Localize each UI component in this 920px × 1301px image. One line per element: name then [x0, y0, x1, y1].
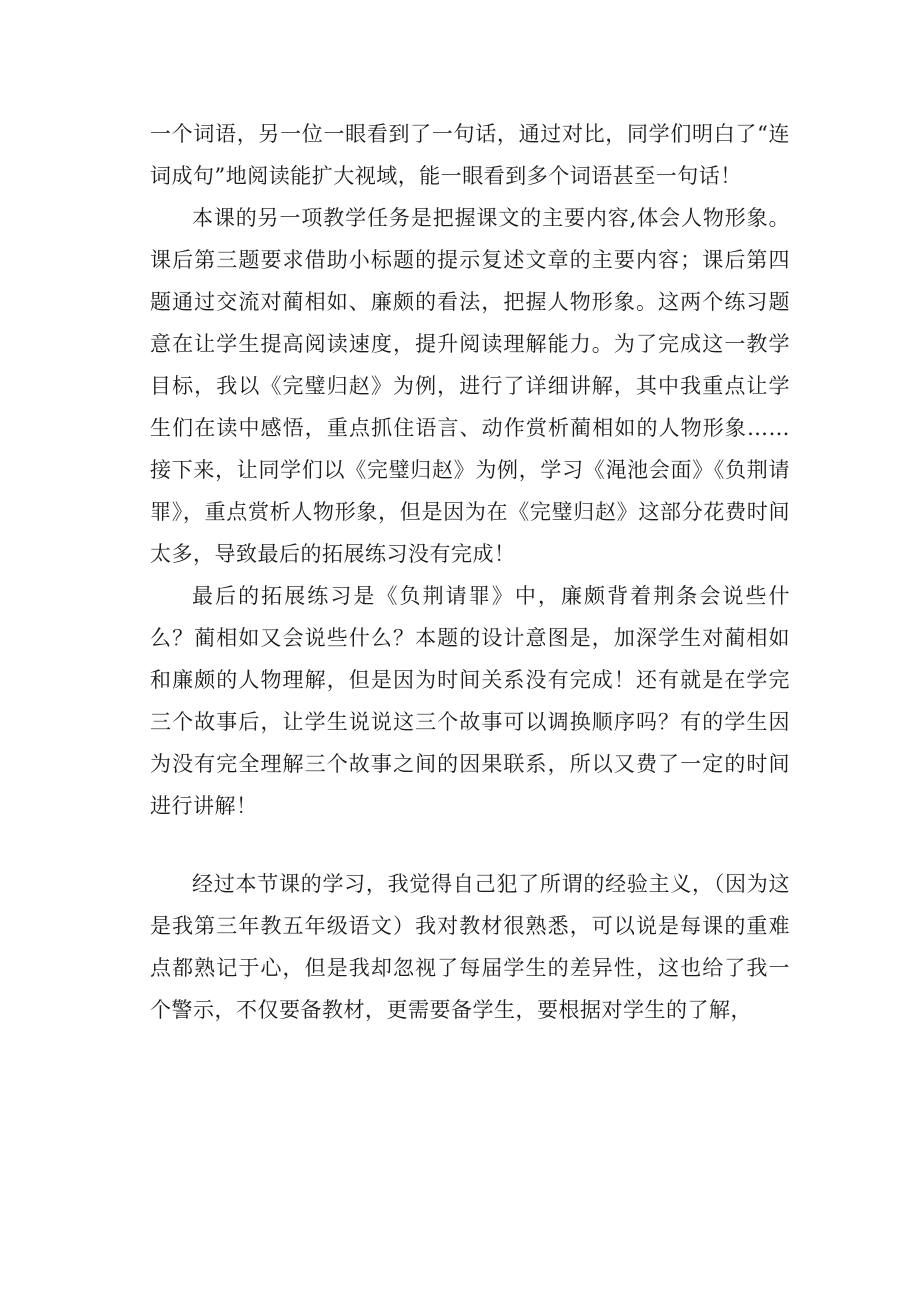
paragraph-3: 最后的拓展练习是《负荆请罪》中，廉颇背着荆条会说些什么？蔺相如又会说些什么？本题的设计意图是，加深学生对蔺相如和廉颇的人物理解，但是因为时间关系没有完成！还有就是在学完三个故事后，让学生说说这三个故事可以调换顺序吗？有的学生因为没有完全理解三个故事之间的因果联系，所以又费了一定的时间进行讲解！ [150, 584, 790, 818]
paragraph-1-continuation: 一个词语，另一位一眼看到了一句话，通过对比，同学们明白了“连词成句”地阅读能扩大视域，能一眼看到多个词语甚至一句话！ [150, 122, 790, 188]
paragraph-4: 经过本节课的学习，我觉得自己犯了所谓的经验主义，（因为这是我第三年教五年级语文）我对教材很熟悉，可以说是每课的重难点都熟记于心，但是我却忽视了每届学生的差异性，这也给了我一个警示，不仅要备教材，更需要备学生，要根据对学生的了解， [150, 872, 790, 1022]
document-body [150, 113, 790, 1031]
paragraph-spacer [150, 827, 790, 863]
paragraph-2: 本课的另一项教学任务是把握课文的主要内容,体会人物形象。课后第三题要求借助小标题的提示复述文章的主要内容；课后第四题通过交流对蔺相如、廉颇的看法，把握人物形象。这两个练习题意在让学生提高阅读速度，提升阅读理解能力。为了完成这一教学目标，我以《完璧归赵》为例，进行了详细讲解，其中我重点让学生们在读中感悟，重点抓住语言、动作赏析蔺相如的人物形象……接下来，让同学们以《完璧归赵》为例，学习《渑池会面》《负荆请罪》，重点赏析人物形象，但是因为在《完璧归赵》这部分花费时间太多，导致最后的拓展练习没有完成！ [150, 206, 790, 566]
